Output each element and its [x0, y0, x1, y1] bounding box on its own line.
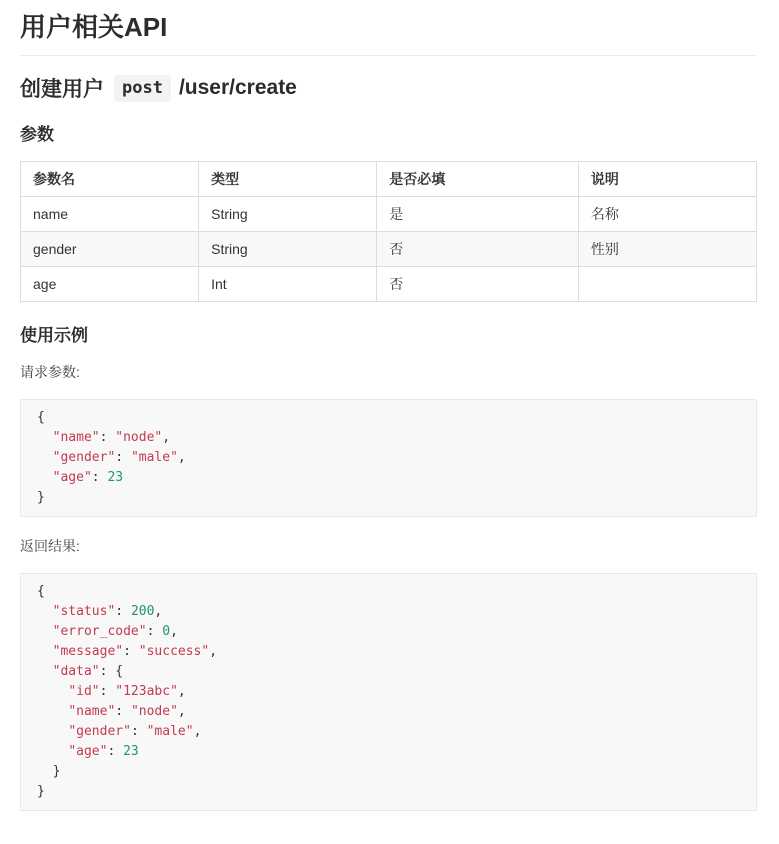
response-code-block — [20, 573, 757, 811]
code-line: { — [37, 410, 45, 426]
table-cell: 性别 — [578, 232, 756, 267]
request-code-block — [20, 399, 757, 517]
code-line: "status": 200, — [52, 604, 163, 620]
code-line: "name": "node", — [68, 704, 186, 720]
code-line: } — [37, 764, 61, 780]
response-result-label: 返回结果: — [20, 538, 80, 555]
table-header-cell: 类型 — [199, 162, 377, 197]
params-table-header-row — [21, 162, 757, 197]
table-row — [21, 232, 757, 267]
endpoint-heading — [20, 73, 757, 103]
code-line: "age": 23 — [52, 470, 124, 486]
code-line: "data": { — [52, 664, 124, 680]
table-cell: String — [199, 197, 377, 232]
endpoint-path: /user/create — [178, 76, 297, 100]
code-line: { — [37, 584, 45, 600]
table-cell: Int — [199, 267, 377, 302]
table-header-cell: 参数名 — [21, 162, 199, 197]
table-cell: name — [21, 197, 199, 232]
endpoint-title: 创建用户 — [20, 78, 104, 102]
table-header-cell: 是否必填 — [377, 162, 579, 197]
table-cell: age — [21, 267, 199, 302]
table-header-cell: 说明 — [578, 162, 756, 197]
params-table-body — [21, 197, 757, 302]
table-cell: String — [199, 232, 377, 267]
table-cell: 名称 — [578, 197, 756, 232]
code-line: "age": 23 — [68, 744, 139, 760]
code-line: "name": "node", — [52, 430, 171, 446]
table-cell: 否 — [377, 232, 579, 267]
title-divider — [20, 55, 757, 56]
table-cell: 否 — [377, 267, 579, 302]
params-section-heading: 参数 — [20, 125, 54, 145]
table-cell — [578, 267, 756, 302]
code-line: "gender": "male", — [68, 724, 202, 740]
table-cell: 是 — [377, 197, 579, 232]
code-line: } — [37, 784, 45, 800]
code-line: "message": "success", — [52, 644, 218, 660]
code-line: } — [37, 490, 45, 506]
params-table — [20, 161, 757, 302]
table-row — [21, 197, 757, 232]
request-params-label: 请求参数: — [20, 364, 80, 381]
table-row — [21, 267, 757, 302]
page-title: 用户相关API — [20, 12, 168, 42]
code-line: "error_code": 0, — [52, 624, 178, 640]
examples-section-heading: 使用示例 — [20, 326, 88, 346]
code-line: "gender": "male", — [52, 450, 186, 466]
table-cell: gender — [21, 232, 199, 267]
code-line: "id": "123abc", — [68, 684, 186, 700]
http-method-badge: post — [114, 75, 171, 102]
